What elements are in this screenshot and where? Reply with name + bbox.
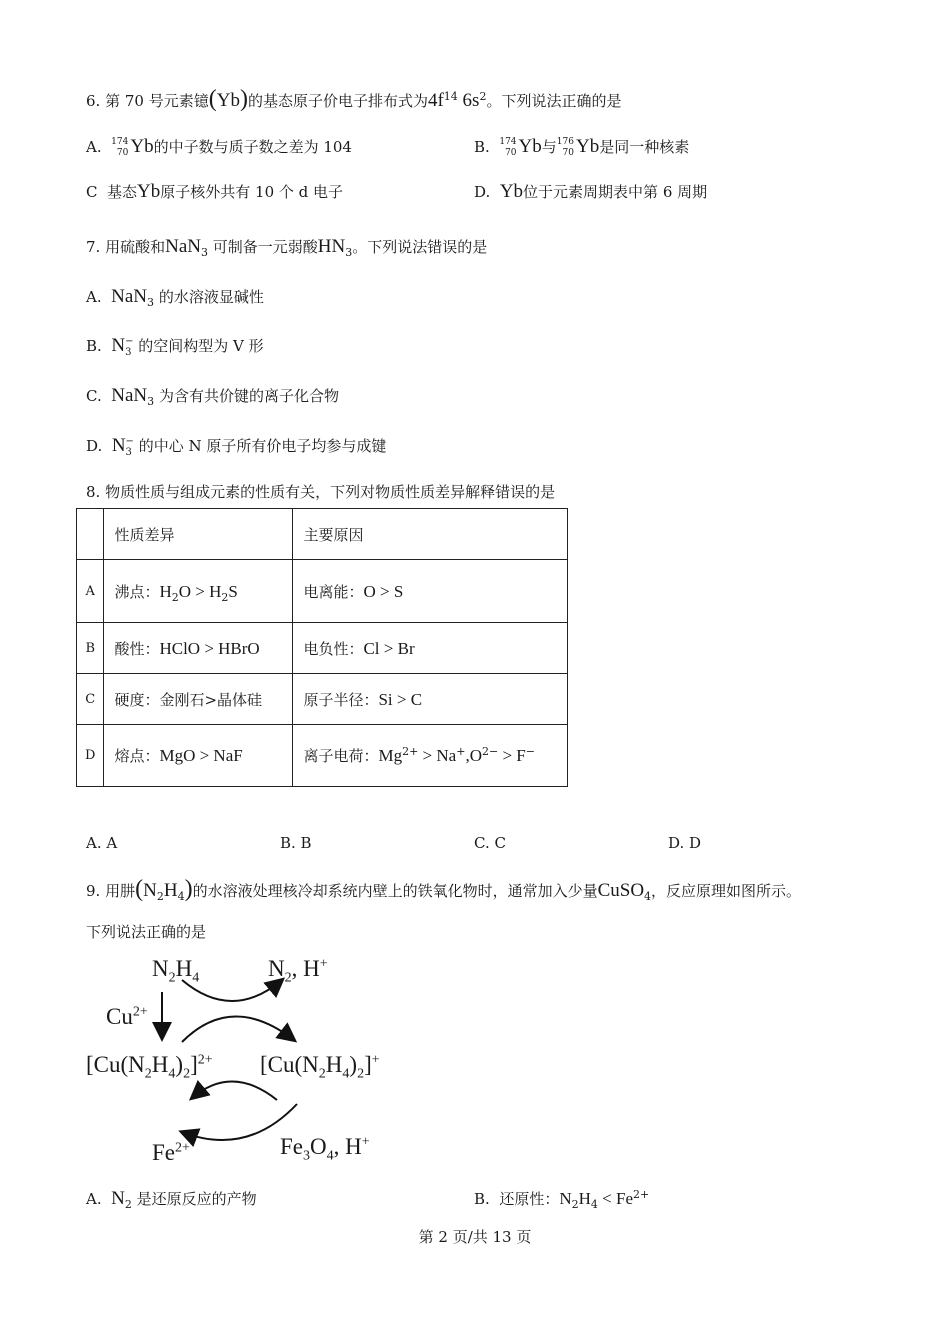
q8-stem: 8. 物质性质与组成元素的性质有关，下列对物质性质差异解释错误的是 <box>86 483 556 501</box>
q8-option-c[interactable]: C. C <box>474 834 506 852</box>
table-header-row <box>77 509 568 560</box>
complex-plus-label: $[Cu(N_2H_4)_2]^+$ <box>260 1052 380 1082</box>
q9-option-b[interactable]: B. 还原性：$N_2H_4 < Fe^{2+}$ <box>474 1188 650 1211</box>
property-cell: 熔点：MgO > NaF <box>104 725 293 787</box>
n2h4-label: $N_2H_4$ <box>152 956 200 986</box>
cause-cell: 电离能：O > S <box>293 560 568 623</box>
q7-option-b[interactable]: B. N − 3 的空间构型为 V 形 <box>86 335 264 358</box>
table-row <box>77 560 568 623</box>
q9-stem: 9. 用肼$(N_2H_4)$的水溶液处理核冷却系统内壁上的铁氧化物时，通常加入少量CuSO$_4$，反应原理如图所示。 <box>86 876 802 903</box>
cause-cell: 电负性：Cl > Br <box>293 623 568 674</box>
row-label: C <box>77 674 104 725</box>
row-label: A <box>77 560 104 623</box>
row-label: D <box>77 725 104 787</box>
q6-option-c[interactable]: C 基态Yb原子核外共有 10 个 d 电子 <box>86 181 344 202</box>
q8-option-d[interactable]: D. D <box>668 834 702 852</box>
cause-cell: 原子半径：Si > C <box>293 674 568 725</box>
property-cell: 硬度：金刚石>晶体硅 <box>104 674 293 725</box>
reaction-diagram <box>82 952 412 1172</box>
q9-option-a[interactable]: A. $N_2$ 是还原反应的产物 <box>86 1188 257 1211</box>
row-label: B <box>77 623 104 674</box>
table-header-cell: 主要原因 <box>293 509 568 560</box>
page-footer: 第 2 页/共 13 页 <box>418 1228 532 1246</box>
complex-2plus-label: $[Cu(N_2H_4)_2]^{2+}$ <box>86 1052 213 1082</box>
q6-stem: 6. 第 70 号元素镱(Yb)的基态原子价电子排布式为$4f^{14}$ $6s^2$。下列说法正确的是 <box>86 86 622 112</box>
table-header-cell: 性质差异 <box>104 509 293 560</box>
q7-option-a[interactable]: A. NaN$_3$ 的水溶液显碱性 <box>86 286 264 309</box>
cause-cell: 离子电荷：$Mg^{2+} > Na^+,O^{2-} > F^-$ <box>293 725 568 787</box>
table-row <box>77 623 568 674</box>
q7-option-c[interactable]: C. NaN$_3$ 为含有共价键的离子化合物 <box>86 385 339 408</box>
q7-stem: 7. 用硫酸和NaN$_3$ 可制备一元弱酸$HN_3$。下列说法错误的是 <box>86 236 488 259</box>
fe-label: $Fe^{2+}$ <box>152 1140 190 1165</box>
q6-option-d[interactable]: D. Yb位于元素周期表中第 6 周期 <box>474 181 708 202</box>
q9-stem-line2: 下列说法正确的是 <box>86 923 207 941</box>
upper-arc-bottom <box>182 1016 294 1042</box>
property-cell: 酸性：HClO > HBrO <box>104 623 293 674</box>
table-row <box>77 725 568 787</box>
table-header-cell <box>77 509 104 560</box>
lower-arc-top <box>192 1081 277 1100</box>
q8-option-b[interactable]: B. B <box>280 834 312 852</box>
property-cell: 沸点：$H_2O > H_2S$ <box>104 560 293 623</box>
fe3o4-h-label: $Fe_3O_4$, H+ <box>280 1134 370 1164</box>
table-row <box>77 674 568 725</box>
q7-option-d[interactable]: D. N − 3 的中心 N 原子所有价电子均参与成键 <box>86 435 387 458</box>
q8-table <box>76 508 568 787</box>
cu-label: $Cu^{2+}$ <box>106 1004 148 1029</box>
q6-option-a[interactable]: A. 174 70 Yb的中子数与质子数之差为 104 <box>86 136 352 158</box>
q8-option-a[interactable]: A. A <box>86 834 118 852</box>
n2-h-label: $N_2$, H+ <box>268 956 328 986</box>
q6-option-b[interactable]: B. 174 70 Yb与 176 70 Yb是同一种核素 <box>474 136 690 158</box>
